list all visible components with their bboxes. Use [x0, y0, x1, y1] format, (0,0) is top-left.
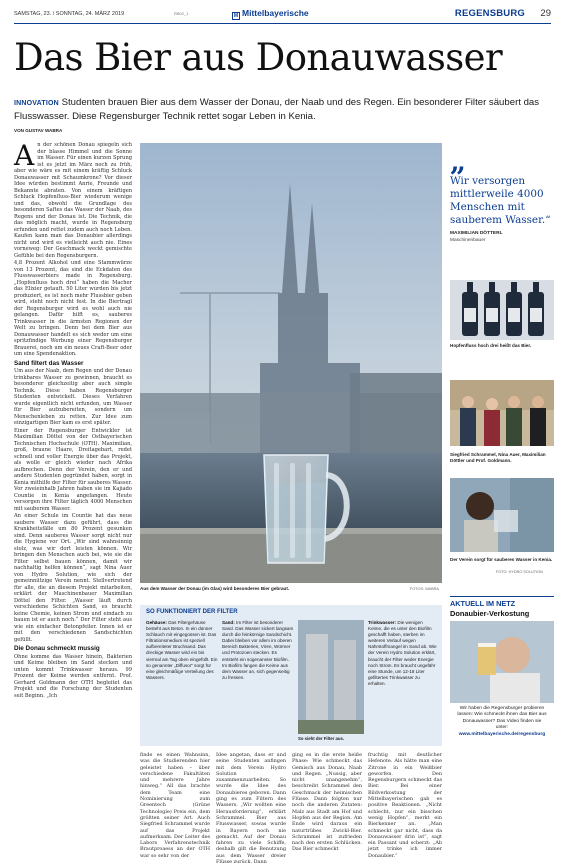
filter-column-water: Trinkwasser: Die wenigen Keime, die es unter den Biofilm geschafft haben, sterben im weiteren Verlauf wegen Nährstoffmangel im Sand ab. Wie der Verein Hydro Solution erklärt, braucht der Filter weder Energie noch Strom. Es braucht ungefähr eine Stunde, um 12-18 Liter gefiltertes Trinkwasser zu erhalten. — [368, 620, 437, 686]
kenya-photo — [450, 478, 554, 552]
paragraph: An einer Schule im Countie hat das neue saubere Wasser dazu geführt, dass die Krankheitsfälle um 80 Prozent gesunken sind. Denn sauberes Wasser sorgt nicht nur die Hygiene vor Ort. „Wir sind wahnsinnig stolz, was wir dort leisten können. Wir bringen den Menschen auch bei, wie sie die Filter selbst bauen können, damit wir nachhaltig helfen können“, sagt Nina Auer von Hydro Solution, wie sich der gemeinnützige Verein nennt. Stellvertretend für alle, die an diesem Projekt mitarbeiten, erklärt der Maschinenbauer Maximilian Döttel den Filter. „Wasser läuft durch verschiedene Schichten Sand, es braucht keine Chemie, keinen Strom und eindach zu bauen ist er auch noch.“ Der Filter steht aus wie ein einfacher Betonpfeiler. Innen ist er mit den verschiedenen Sandschichten gefüllt. — [14, 513, 132, 643]
online-promo-link[interactable]: www.mittelbayerische.de/regensburg — [458, 731, 546, 737]
online-promo-subtitle: Donaubier-Verkostung — [450, 609, 530, 618]
filter-photo — [298, 620, 364, 734]
deck-text: Studenten brauen Bier aus dem Wasser der Donau, der Naab und des Regen. Ein besonderer Filter säubert das Flusswasser. Diese Regensburger Technik rettet sogar Leben in Kenia. — [14, 97, 540, 122]
paragraph: n der schönen Donau spiegeln sich der blasse Himmel und die Sonne im Wasser. Für einen kurzen Sprung ist es jetzt im März noch zu früh, aber wie wäre es mit einem kräftig Schluck Donauwasser mit Schaumkrone? Vor dieser Idee würden bestimmt Anrie, Freunde und Bekannte abraten. Von einem kräftigen Schluck Hopfenfluss-Bier wiederum wenige und das, obwohl die Grundlage des besonderen Saftes das Wasser der Naab, des Regens und der Donau ist. Die Technik, die das möglich macht, wurde in Regensburg erfunden und rettet zudem auch noch Leben. Kaufen kann man das Donaubier allerdings nicht und wird es vielleicht auch nie. Eines vorneweg: Der Geschmack weckt gemischte Gefühle bei den Regensburgern. — [14, 142, 132, 259]
paragraph: Um aus der Naab, dem Regen und der Donau trinkbares Wasser zu gewinnen, braucht es besonderer gleichzeitig aber auch simple Technik. Diese haben Regensburger Studenten entwickelt. Dieses Verfahren wurde eigentlich nicht erfunden, um Wasser für Bier aufzubereiten, sondern um Menschenleben zu retten. Zur Idee zum einzigartigen Bier kam es erst später. — [14, 368, 132, 426]
body-column-4: ging es in die erste heiße Phase: Wie schmeckt das Gemisch aus Donau, Naab und Regen. „Nussig, aber nicht unangenehm“, beschreibt Schrammel den Geschmack der heimischen Flüsse. Dann folgten nur noch die anderen Zutaten: Malz aus Stadt am Hof und Hopfen aus der Region. Am Ende wird daraus ein naturtrübes Zwickl-Bier. Schrammel ist zufrieden nach den ersten Schlücken. Das Bier schmeckt — [292, 752, 362, 853]
side-caption-1: Hopfenfluss hoch drei heißt das Bier. — [450, 343, 532, 348]
main-photo-beer-glass — [140, 143, 442, 583]
body-column-2: finde es einen Wahnsinn, was die Studierenden hier geleistet haben – über verschiedene Fakultäten und mehrere Jahre hinweg.“ All das brachte dem Team eine Nominierung zum Greentech (Grüne Technologie) Preis ein, dem größten seiner Art. Auch Siegfried Schrammel wurde auf das Projekt aufmerksam. Der Leiter des Labors Verfahrenstechnik Brautproaess an der OTH war so sehr von der — [140, 752, 210, 859]
filter-box-title: SO FUNKTIONIERT DER FILTER — [146, 609, 238, 615]
filter-column-sand: Sand: Im Filter ist besonderer Sand. Das Wasser sickert langsam durch die feinkörnige Sandschicht. Dabei bleiben vor allem im oberen Bereich Bakterien, Viren, Würmer und Protozoen stecken. Es entsteht ein sogenannter Biofilm. Im Biofilm fangen die Keime aus dem Wasser an, sich gegenseitig zu fressen. — [222, 620, 294, 680]
quote-mark-icon: „ — [450, 145, 467, 178]
side-caption-2: Siegfried Schrammel, Nina Auer, Maximilian Döttler und Prof. Goldmann. — [450, 452, 546, 463]
quote-author: MAXIMILIAN DÖTTERL — [450, 231, 503, 236]
photo-credit: FOTOS: WABRA — [410, 587, 439, 591]
page-number: 29 — [540, 8, 551, 19]
dropcap: A — [14, 139, 35, 172]
page-header — [14, 8, 551, 22]
team-photo — [450, 380, 554, 446]
byline: VON GUSTAV WABRA — [14, 128, 63, 133]
kicker: INNOVATION — [14, 100, 59, 107]
filter-column-housing: Gehäuse: Das Filtergehäuse besteht aus Beton. In ein dünner Schlauch mit eingegossen ist. Das Filtrationsmedium ist speziell aufbereiteter Bruchsand. Das dreckige Wasser wird ein bis viermal am Tag oben eingefüllt. Ein so genannter „Diffusor“ sorgt für eine gleichmäßige Verteilung des Wassers. — [146, 620, 218, 680]
header-rule — [14, 23, 551, 24]
paragraph: Einer der Regensburger Entwickler ist Maximilian Döttel von der Ostbayerischen Technischen Hochschule (OTH). Maximilian, groß, braune Haare, Dreitagebart, redet schnell und voller Energie über das Projekt, als wolle er gleich wieder nach Afrika aufbrechen. Denn der Verein, den er und andere Studenten gegründet haben, sorgt in Kenia mithilfe der Filter für sauberes Wasser. Vor zweieinhalb Jahren haben sie im Kajiado Countie in Kenia angefangen. Heute versorgen ihre Filter täglich 4000 Menschen mit sauberem Wasser. — [14, 427, 132, 512]
side-caption-3: Der Verein sorgt für sauberes Wasser in Kenia. — [450, 557, 553, 562]
newspaper-logo: M Mittelbayerische — [233, 8, 309, 19]
online-promo-text: Wir haben die Regensburger probieren lassen: Wie schmeckt ihnen das Bier aus Donauwasser? Das Video finden sie unter: — [457, 706, 547, 731]
article-deck — [14, 96, 554, 123]
issue-date: SAMSTAG, 23. / SONNTAG, 24. MÄRZ 2019 — [14, 11, 125, 17]
pull-quote: Wir versorgen mittlerweile 4000 Menschen mit sauberem Wasser.“ — [450, 175, 551, 226]
body-column-5: fruchtig mit deutlicher Hefenote. Als hätte man eine Zitrone in ein Weißbier geworfen. Den Regensburgern schmeckt das Bier. Bei einer Bildverkostung der Mittelbayerischen gab es positive Reaktionen. „Nicht schlecht, nur ein bisschen wenig Hopfen“, merkt ein Bierkenner an. „Man schmeckt gar nicht, dass da Donauwasser drin ist“, sagt ein Passant und scherzt: „Ab jetzt trinke ich immer Donaubier.“ — [368, 752, 442, 859]
paragraph: Ohne komme das Wasser hinein, Bakterien und Keime bleiben im Sand stecken und unten kommt Trinkwasser heraus. 99 Prozent der Keime werden entfernt. Prof. Gerhard Goldmann der OTH begleitet das Projekt und die Forschung der Studenten seit Beginn. „Ich — [14, 653, 132, 699]
bottles-photo — [450, 280, 554, 340]
paragraph: 4,8 Prozent Alkohol und eine Stammwürze von 13 Prozent, das sind die Eckdaten des Flusswasserbiers made in Regensburg. „Hopfenfluss hoch drei“ haben die Macher das Elixier getauft. 50 Liter wurden bis jetzt produziert, es ist noch mehr Flussbier geben wird, steht noch nicht fest. In die Biertragl der Regensburger wird es wohl auch nie gelangen. Dafür hilft es, sauberes Trinkwasser in die ärmsten Regionen der Welt zu bringen. Denn bei dem Bier aus Donauwasser handelt es sich weder um eine spritzfindige Werbung einer Regensburger Brauerei, noch um ein neues Craft-Beer oder um eine Spendenaktion. — [14, 260, 132, 357]
section-name: REGENSBURG — [454, 8, 525, 19]
page-code: RB02_1 — [174, 11, 189, 16]
photo-caption: Aus dem Wasser der Donau (im Glas) wird besonderes Bier gebraut. — [140, 586, 290, 591]
body-column-3: Idee angetan, dass er und seine Studenten anfingen mit dem Verein Hydro Solution zusammenzuarbeiten. So wurde die Idee des Donaubieres geboren. Dann ging es zum Filtern des Wassers. „Wir wollten eine Herausforderung“, erklärt Schrammel. Bier aus Flusswasser, sowas wurde in Bayern noch nie gemacht. Auf der Donau fahren zu viele Schiffe, deshalb gilt die Benutzung aus dem Wasser dreier Flüsse zurück. Dann — [216, 752, 286, 865]
body-column-1 — [14, 139, 132, 847]
quote-role: Maschinenbauer — [450, 238, 486, 243]
subheading: Die Donau schmeckt mussig — [14, 645, 100, 652]
filter-info-box — [140, 605, 442, 746]
headline: Das Bier aus Donauwasser — [14, 36, 503, 79]
side-credit-3: FOTO: HYDRO SOLUTION — [496, 570, 543, 574]
online-promo-box — [450, 596, 554, 844]
logo-icon: M — [233, 13, 239, 19]
online-promo-title: AKTUELL IM NETZ — [450, 596, 554, 608]
filter-photo-caption: So sieht der Filter aus. — [298, 736, 345, 741]
subheading: Sand filtert das Wasser — [14, 359, 84, 367]
tasting-photo — [450, 621, 554, 703]
